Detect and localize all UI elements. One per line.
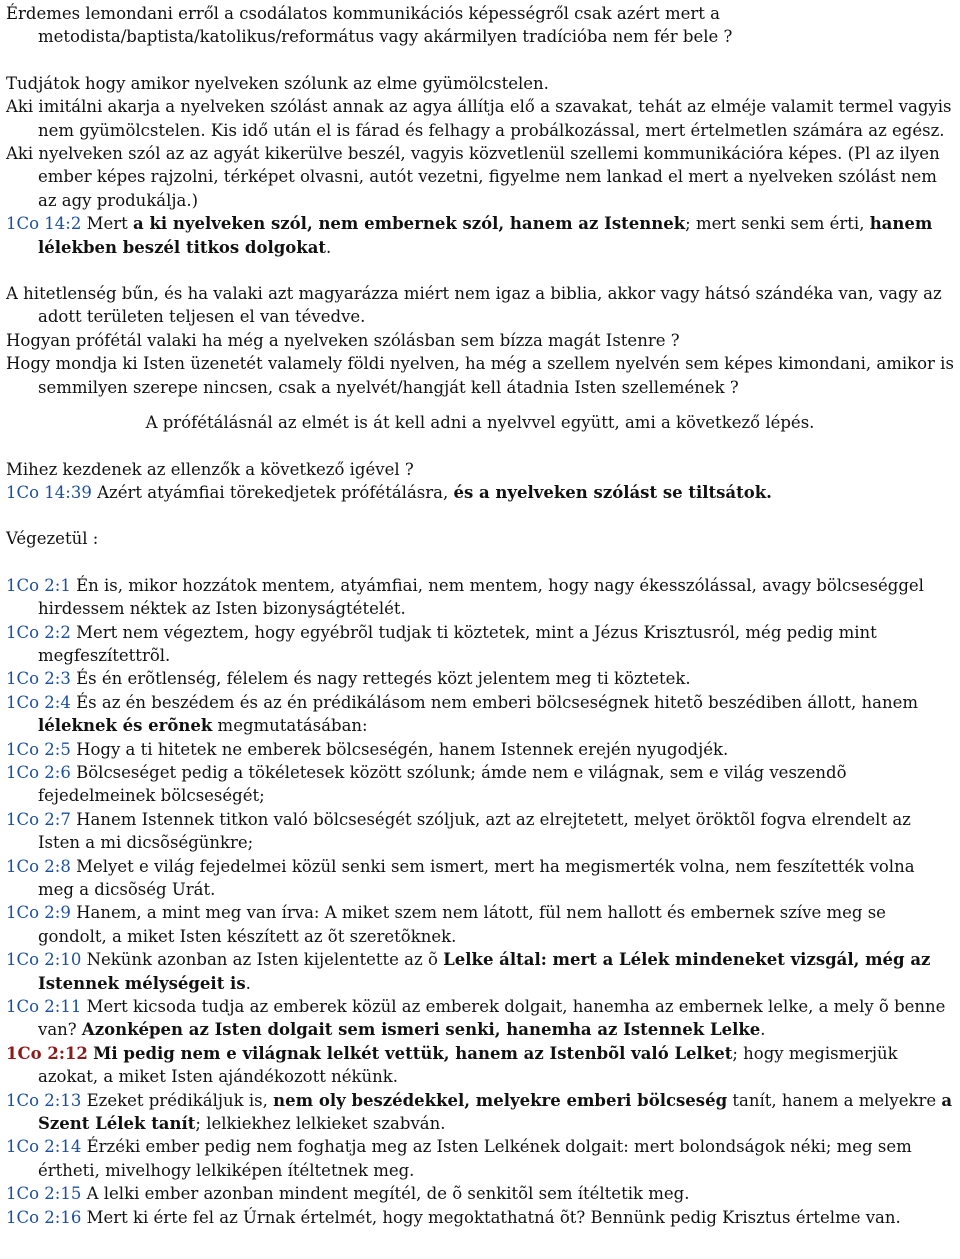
verse-reference: 1Co 2:3 [6,669,71,689]
text-segment: Aki imitálni akarja a nyelveken szólást annak az agya állítja elő a szavakat, tehát az elméje valamit termel vagyis nem gyümölcstelen. Kis idő után el is fárad és felhagy a probálkozással, mert értelmetlen számára az egész. [6,97,952,140]
paragraph [6,621,954,668]
text-segment: Én is, mikor hozzátok mentem, atyámfiai, nem mentem, hogy nagy ékesszólással, avagy bölcseséggel hirdessem néktek az Isten bizonyságtételét. [38,575,924,619]
paragraph [6,995,954,1042]
text-segment: Mihez kezdenek az ellenzők a következő igével ? [6,459,414,479]
paragraph [6,527,954,550]
paragraph [6,142,954,212]
paragraph [6,1135,954,1182]
text-segment: ; mert senki sem érti, [685,214,870,234]
verse-reference: 1Co 2:9 [6,903,71,923]
centered-paragraph [6,411,954,434]
text-segment: A lelki ember azonban mindent megítél, de õ senkitõl sem ítéltetik meg. [81,1184,690,1204]
text-segment: Ezeket prédikáljuk is, [81,1090,274,1110]
bold-text: és a nyelveken szólást se tiltsátok. [453,482,772,502]
text-segment: A hitetlenség bűn, és ha valaki azt magyarázza miért nem igaz a biblia, akkor vagy hátsó szándéka van, vagy az adott területen teljesen el van tévedve. [6,284,942,327]
text-segment: Mert kicsoda tudja az emberek közül az emberek dolgait, hanemha az embernek lelke, a mely õ benne van? [38,997,946,1040]
verse-reference: 1Co 14:2 [6,214,82,234]
paragraph [6,282,954,329]
verse-reference: 1Co 2:16 [6,1207,82,1227]
paragraph [6,1089,954,1136]
bold-text: hanem lélekben beszél titkos dolgokat [38,214,933,257]
text-segment: És az én beszédem és az én prédikálásom nem emberi bölcseségnek hitetõ beszédiben állott, hanem [70,692,919,712]
text-segment: ; lelkiekhez lelkieket szabván. [195,1114,446,1134]
paragraph [6,901,954,948]
paragraph [6,738,954,761]
text-segment: Érzéki ember pedig nem foghatja meg az Isten Lelkének dolgait: mert bolondságok néki; meg sem értheti, mivelhogy lelkiképen ítéltetnek meg. [38,1137,912,1180]
paragraph [6,2,954,49]
verse-reference: 1Co 2:5 [6,739,71,759]
paragraph [6,458,954,481]
bold-text: a ki nyelveken szól, nem embernek szól, hanem az Istennek [133,214,686,234]
paragraph [6,761,954,808]
paragraph [6,212,954,259]
paragraph [6,1206,954,1229]
paragraph-spacer [6,49,954,72]
bold-text: léleknek és erõnek [38,716,213,736]
verse-reference: 1Co 2:7 [6,809,71,829]
bold-text: a Szent Lélek tanít [38,1090,953,1134]
paragraph [6,72,954,95]
verse-reference: 1Co 2:14 [6,1137,82,1157]
text-segment: Tudjátok hogy amikor nyelveken szólunk az elme gyümölcstelen. [6,73,549,93]
bold-text: Mi pedig nem e világnak lelkét vettük, hanem az Istenbõl való Lelket [93,1043,733,1063]
paragraph-spacer [6,399,954,411]
verse-reference: 1Co 2:1 [6,575,71,595]
paragraph [6,329,954,352]
paragraph [6,948,954,995]
verse-reference: 1Co 2:15 [6,1184,82,1204]
verse-reference: 1Co 2:11 [6,997,82,1017]
text-segment: Mert ki érte fel az Úrnak értelmét, hogy megoktathatná õt? Bennünk pedig Krisztus értelme van. [81,1207,901,1227]
text-segment: Mert nem végeztem, hogy egyébrõl tudjak ti köztetek, mint a Jézus Krisztusról, még pedig mint megfeszítettrõl. [38,622,877,665]
paragraph-spacer [6,551,954,574]
text-segment: Hanem Istennek titkon való bölcseségét szóljuk, azt az elrejtetett, melyet öröktõl fogva elrendelt az Isten a mi dicsõségünkre; [38,809,911,853]
text-segment: Hogy a ti hitetek ne emberek bölcseségén, hanem Istennek erején nyugodjék. [70,739,729,759]
text-segment: . [760,1020,766,1040]
paragraph [6,95,954,142]
bold-text: Azonképen az Isten dolgait sem ismeri senki, hanemha az Istennek Lelke [81,1020,761,1040]
verse-reference: 1Co 2:13 [6,1090,82,1110]
text-segment: megmutatásában: [212,716,368,736]
paragraph [6,808,954,855]
text-segment: Mert [81,214,134,234]
text-segment: ; hogy megismerjük azokat, a miket Isten ajándékozott nékünk. [38,1043,898,1087]
paragraph [6,1182,954,1205]
paragraph [6,667,954,690]
verse-reference: 1Co 2:2 [6,622,71,642]
text-segment: Melyet e világ fejedelmei közül senki sem ismert, mert ha megismerték volna, nem feszítették volna meg a dicsõség Urát. [38,856,915,899]
text-segment: Bölcseséget pedig a tökéletesek között szólunk; ámde nem e világnak, sem e világ veszendõ fejedelmeinek bölcseségét; [38,762,847,806]
verse-reference: 1Co 2:10 [6,950,82,970]
text-segment: Hogyan prófétál valaki ha még a nyelveken szólásban sem bízza magát Istenre ? [6,330,680,350]
paragraph [6,1042,954,1089]
text-segment: tanít, hanem a melyekre [727,1090,942,1110]
paragraph [6,855,954,902]
paragraph-spacer [6,259,954,282]
verse-reference-highlight: 1Co 2:12 [6,1043,88,1063]
verse-reference: 1Co 2:8 [6,856,71,876]
text-segment: Aki nyelveken szól az az agyát kikerülve beszél, vagyis közvetlenül szellemi kommunikációra képes. (Pl az ilyen ember képes rajzolni, térképet olvasni, autót vezetni, figyelme nem lankad el mert a nyelveken szólást nem az agy produkálja.) [6,144,940,210]
text-segment: Nekünk azonban az Isten kijelentette az õ [81,950,444,970]
bold-text: nem oly beszédekkel, melyekre emberi bölcseség [273,1090,728,1110]
text-segment: És én erõtlenség, félelem és nagy rettegés közt jelentem meg ti köztetek. [70,669,691,689]
paragraph-spacer [6,435,954,458]
text-segment: . [326,237,332,257]
text-segment: . [245,973,251,993]
text-segment: Érdemes lemondani erről a csodálatos kommunikációs képességről csak azért mert a metodista/baptista/katolikus/református vagy akármilyen tradícióba nem fér bele ? [6,4,733,47]
text-segment: Azért atyámfiai törekedjetek prófétálásra, [91,482,454,502]
bold-text: Lelke által: mert a Lélek mindeneket vizsgál, még az Istennek mélységeit is [38,950,931,993]
paragraph-spacer [6,504,954,527]
verse-reference: 1Co 14:39 [6,482,92,502]
paragraph [6,481,954,504]
verse-reference: 1Co 2:6 [6,762,71,782]
paragraph [6,352,954,399]
text-segment: A prófétálásnál az elmét is át kell adni a nyelvvel együtt, ami a következő lépés. [145,413,815,433]
text-segment: Hanem, a mint meg van írva: A miket szem nem látott, fül nem hallott és embernek szíve meg se gondolt, a miket Isten készített az õt szeretõknek. [38,903,886,946]
text-segment: Végezetül : [6,529,99,549]
paragraph [6,691,954,738]
text-segment: Hogy mondja ki Isten üzenetét valamely földi nyelven, ha még a szellem nyelvén sem képes kimondani, amikor is semmilyen szerepe nincsen, csak a nyelvét/hangját kell átadnia Isten szellemének ? [6,354,954,397]
paragraph [6,574,954,621]
verse-reference: 1Co 2:4 [6,692,71,712]
